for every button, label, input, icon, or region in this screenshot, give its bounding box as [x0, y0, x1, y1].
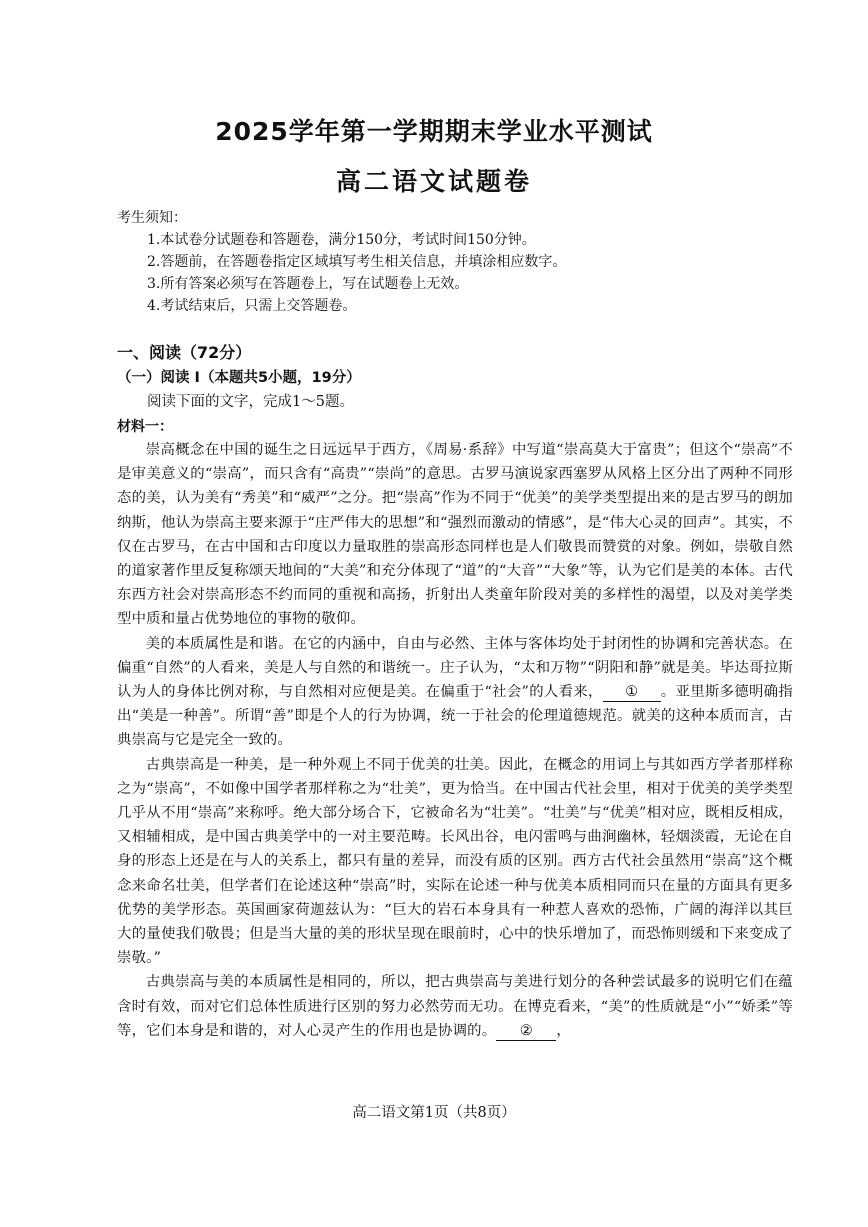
paragraph-text: 美的本质属性是和谐。在它的内涵中，自由与必然、主体与客体均处于封闭性的协调和完善状态。在偏重“自然”的人看来，美是人与自然的和谐统一。庄子认为，“太和万物”“阴阳和静”就是美。毕达哥拉斯认为人的身体比例对称，与自然相对应便是美。在偏重于“社会”的人看来，: [117, 635, 793, 701]
paragraph: [117, 632, 793, 753]
reading-instruction: 阅读下面的文字，完成1～5题。: [147, 394, 354, 410]
subsection-heading: （一）阅读 I（本题共5小题，19分）: [117, 370, 361, 386]
page-footer: 高二语文第1页（共8页）: [352, 1105, 516, 1121]
paper-title: 高二语文试题卷: [335, 167, 532, 196]
paragraph-text: 古典崇高与美的本质属性是相同的，所以，把古典崇高与美进行划分的各种尝试最多的说明它们在蕴含时有效，而对它们总体性质进行区别的努力必然劳而无功。在博克看来，“美”的性质就是“小”“娇柔”等等，它们本身是和谐的，对人心灵产生的作用也是协调的。: [117, 974, 793, 1039]
section-heading: 一、阅读（72分）: [117, 343, 252, 362]
paragraph-text: 。亚里斯多德明确指出“美是一种善”。所谓“善”即是个人的行为协调，统一于社会的伦理道德规范。就美的这种本质而言，古典崇高与它是完全一致的。: [117, 684, 793, 749]
material-label: 材料一：: [117, 419, 173, 435]
paragraph: [117, 970, 793, 1043]
exam-title: 2025学年第一学期期末学业水平测试: [215, 117, 653, 146]
notice-item: 3.所有答案必须写在答题卷上，写在试题卷上无效。: [147, 276, 469, 292]
notice-item: 1.本试卷分试题卷和答题卷，满分150分，考试时间150分钟。: [147, 232, 536, 248]
notice-item: 2.答题前，在答题卷指定区域填写考生相关信息，并填涂相应数字。: [147, 254, 567, 270]
fill-blank-1: ①: [603, 683, 661, 702]
paragraph: 古典崇高是一种美，是一种外观上不同于优美的壮美。因此，在概念的用词上与其如西方学者那样称之为“崇高”，不如像中国学者那样称之为“壮美”，更为恰当。在中国古代社会里，相对于优美的美学类型几乎从不用“崇高”来称呼。绝大部分场合下，它被命名为“壮美”。“壮美”与“优美”相对应，既相反相成，又相辅相成，是中国古典美学中的一对主要范畴。长风出谷，电闪雷鸣与曲涧幽林，轻烟淡霞，无论在自身的形态上还是在与人的关系上，都只有量的差异，而没有质的区别。西方古代社会虽然用“崇高”这个概念来命名壮美，但学者们在论述这种“崇高”时，实际在论述一种与优美本质相同而只在量的方面具有更多优势的美学形态。英国画家荷迦兹认为：“巨大的岩石本身具有一种惹人喜欢的恐怖，广阔的海洋以其巨大的量使我们敬畏；但是当大量的美的形状呈现在眼前时，心中的快乐增加了，而恐怖则缓和下来变成了崇敬。”: [117, 756, 793, 967]
passage-text: [117, 438, 793, 1043]
fill-blank-2: ②: [496, 1022, 556, 1041]
notice-heading: 考生须知：: [117, 210, 187, 226]
paragraph-text: ，: [556, 1022, 571, 1039]
notice-item: 4.考试结束后，只需上交答题卷。: [147, 298, 357, 314]
exam-notice: [117, 207, 566, 317]
paragraph: 崇高概念在中国的诞生之日远远早于西方，《周易·系辞》中写道“崇高莫大于富贵”；但这个“崇高”不是审美意义的“崇高”，而只含有“高贵”“崇尚”的意思。古罗马演说家西塞罗从风格上区分出了两种不同形态的美，认为美有“秀美”和“威严”之分。把“崇高”作为不同于“优美”的美学类型提出来的是古罗马的朗加纳斯，他认为崇高主要来源于“庄严伟大的思想”和“强烈而激动的情感”，是“伟大心灵的回声”。其实，不仅在古罗马，在古中国和古印度以力量取胜的崇高形态同样也是人们敬畏而赞赏的对象。例如，崇敬自然的道家著作里反复称颂天地间的“大美”和充分体现了“道”的“大音”“大象”等，认为它们是美的本体。古代东西方社会对崇高形态不约而同的重视和高扬，折射出人类童年阶段对美的多样性的渴望，以及对美学类型中质和量占优势地位的事物的敬仰。: [117, 442, 793, 628]
